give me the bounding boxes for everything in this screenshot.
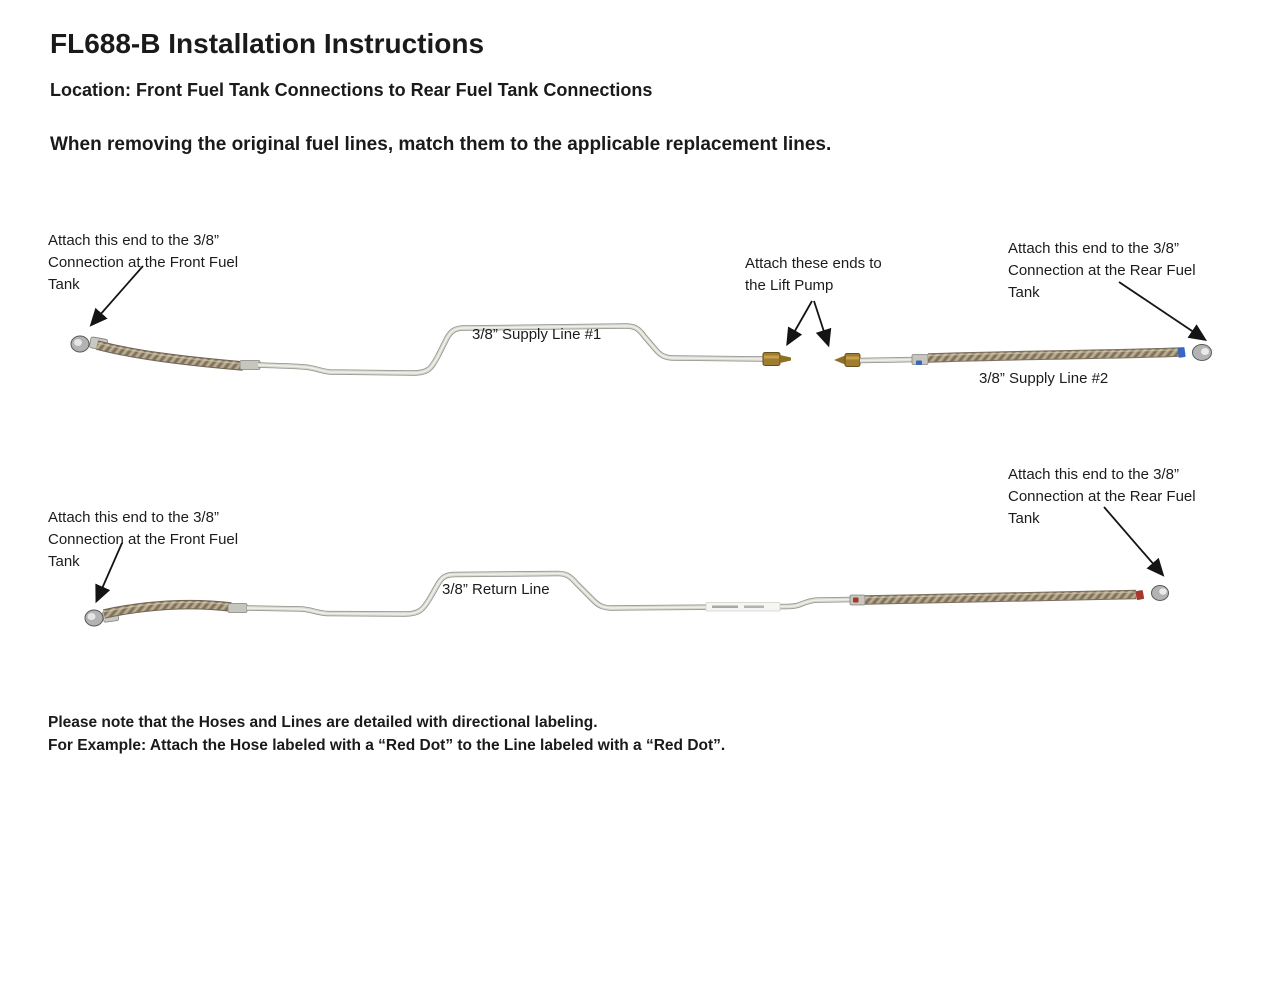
location-line: Location: Front Fuel Tank Connections to Rear Fuel Tank Connections — [50, 80, 653, 100]
arrow-lift-pump-right — [814, 301, 828, 344]
crimp-collar-blue-dot — [912, 355, 928, 366]
annotation-line: Connection at the Front Fuel — [48, 254, 239, 271]
lift-pump-fitting-right-icon — [834, 354, 860, 367]
callout-arrows — [92, 266, 1204, 600]
crimp-collar — [240, 361, 260, 370]
rear-tank-fitting-bottom-icon — [1152, 586, 1169, 601]
instruction-line: When removing the original fuel lines, match them to the applicable replacement lines. — [50, 134, 832, 155]
supply-line-1-assembly — [71, 326, 791, 373]
tube-label-sticker — [706, 603, 780, 612]
annotation-line: Tank — [48, 276, 80, 293]
annotation-line: Attach this end to the 3/8” — [1008, 240, 1179, 257]
annotation-lift-pump — [745, 253, 882, 297]
supply-line-2-assembly — [834, 345, 1212, 367]
annotation-line: Tank — [48, 553, 80, 570]
footer-note — [48, 711, 725, 757]
annotation-line: Attach this end to the 3/8” — [48, 232, 219, 249]
supply-2-braided-hose — [928, 350, 1182, 358]
annotation-line: Tank — [1008, 284, 1040, 301]
page-title: FL688-B Installation Instructions — [50, 28, 485, 59]
return-braided-hose-right — [865, 592, 1136, 600]
supply-1-braided-hose — [97, 343, 243, 366]
annotation-front-tank-top — [48, 230, 238, 296]
annotation-rear-tank-top — [1008, 238, 1196, 304]
supply-2-steel-tube — [860, 360, 915, 361]
lift-pump-fitting-left-icon — [763, 353, 791, 366]
arrow-lift-pump-left — [788, 301, 812, 343]
annotation-line: the Lift Pump — [745, 277, 834, 294]
return-line-assembly — [85, 574, 1169, 627]
annotation-line: Attach this end to the 3/8” — [48, 509, 219, 526]
footer-line-2: For Example: Attach the Hose labeled with a “Red Dot” to the Line labeled with a “Red Dot”. — [48, 737, 726, 754]
label-supply-line-1: 3/8” Supply Line #1 — [472, 326, 602, 343]
annotation-line: Connection at the Rear Fuel — [1008, 488, 1196, 505]
annotation-line: Connection at the Front Fuel — [48, 531, 239, 548]
crimp-collar-red-dot — [850, 595, 865, 605]
blue-marker-band — [1177, 347, 1185, 358]
annotation-line: Attach these ends to — [745, 255, 882, 272]
label-supply-line-2: 3/8” Supply Line #2 — [979, 370, 1109, 387]
footer-line-1: Please note that the Hoses and Lines are detailed with directional labeling. — [48, 714, 598, 731]
annotation-front-tank-bottom — [48, 507, 238, 573]
annotation-line: Tank — [1008, 510, 1040, 527]
rear-tank-fitting-top-icon — [1193, 345, 1212, 361]
annotation-line: Connection at the Rear Fuel — [1008, 262, 1196, 279]
red-marker-band — [1135, 590, 1144, 600]
return-braided-hose-left — [104, 602, 231, 614]
label-return-line: 3/8” Return Line — [442, 581, 550, 598]
annotation-line: Attach this end to the 3/8” — [1008, 466, 1179, 483]
annotation-rear-tank-bottom — [1008, 464, 1196, 530]
crimp-collar — [228, 604, 247, 613]
